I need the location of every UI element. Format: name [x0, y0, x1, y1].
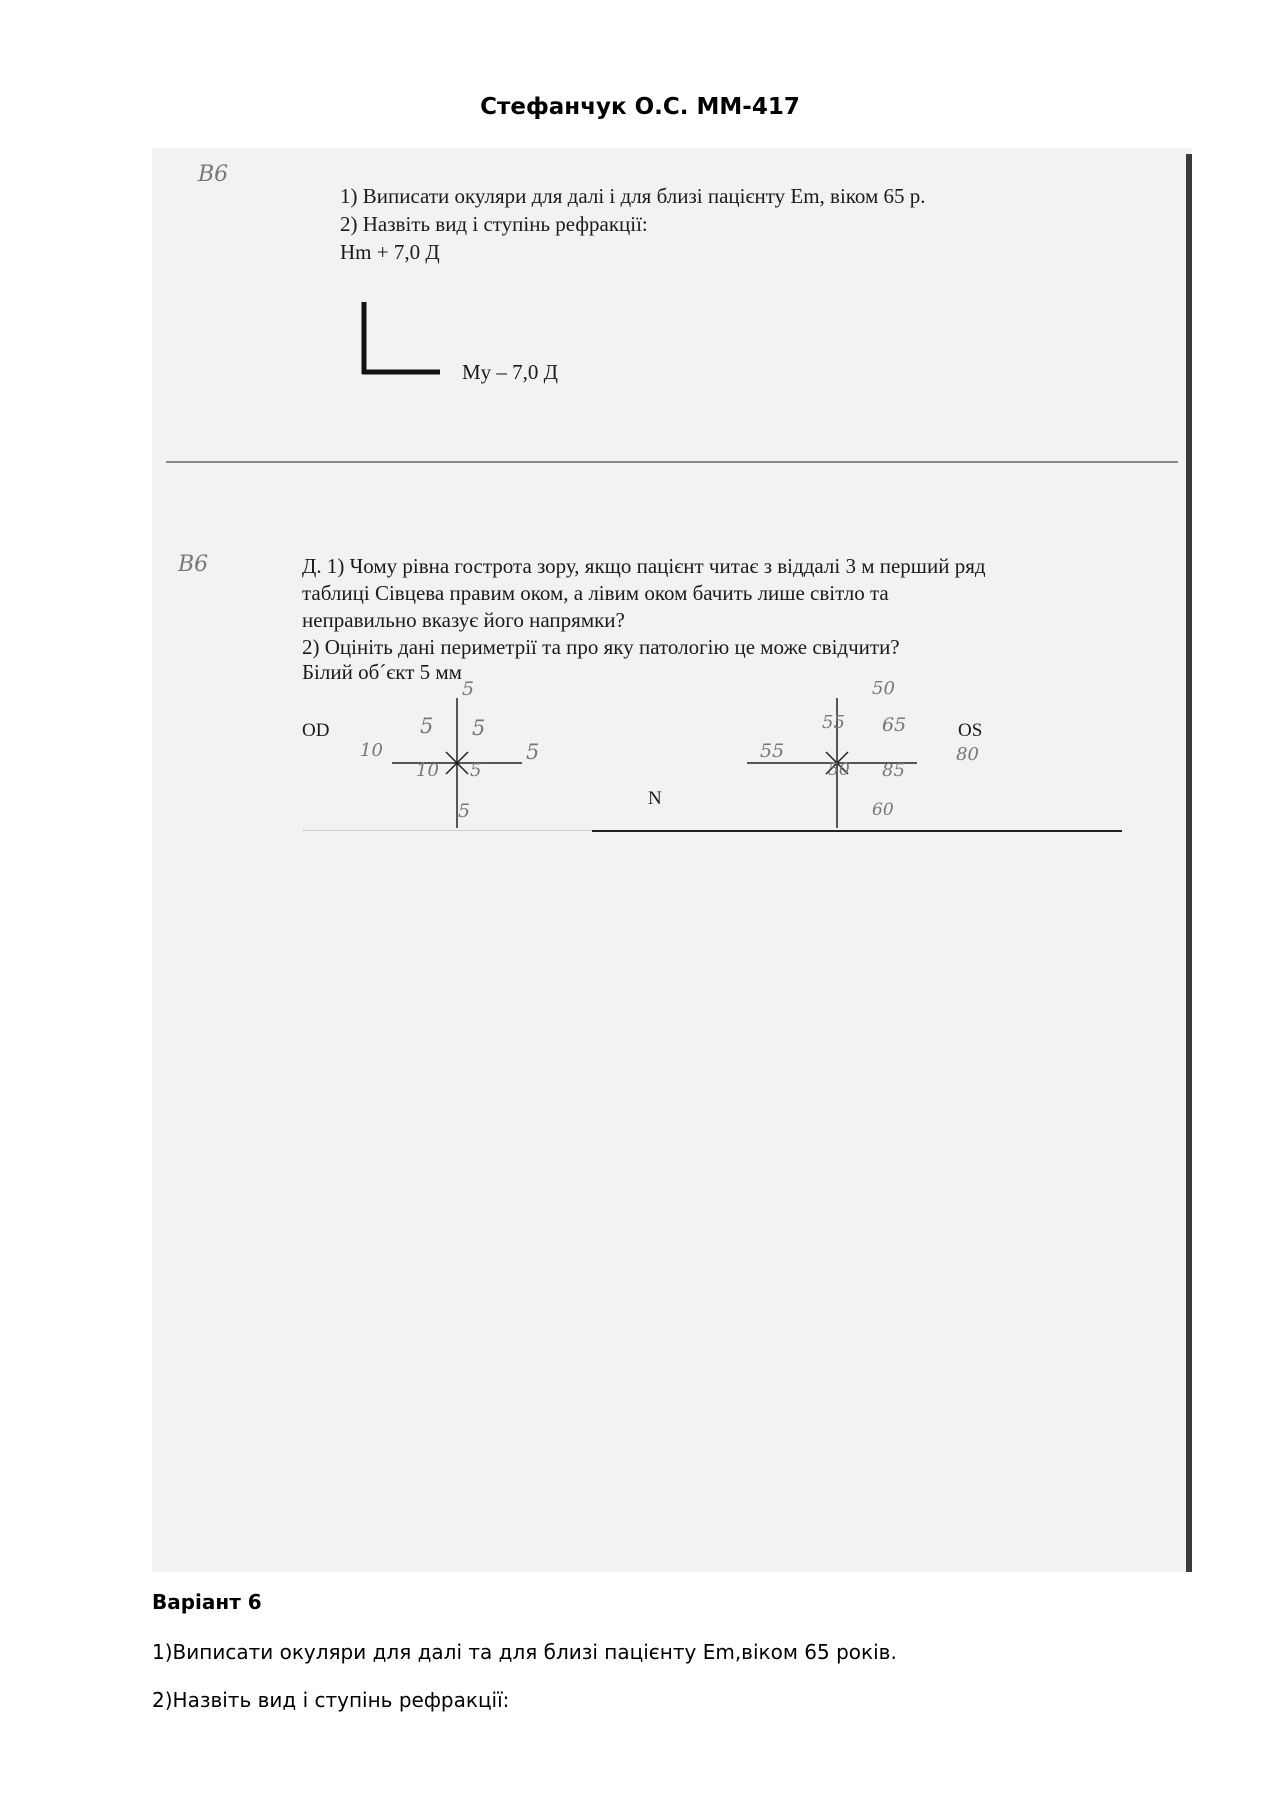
below-question-1: 1)Виписати окуляри для далі та для близі пацієнту Em,віком 65 років. [152, 1640, 897, 1664]
os-value-left: 55 [760, 740, 785, 762]
hm-label: Hm + 7,0 Д [340, 240, 440, 264]
os-value-bottom: 60 [872, 800, 894, 820]
scanned-image [152, 148, 1192, 1572]
below-question-2: 2)Назвіть вид і ступінь рефракції: [152, 1688, 510, 1712]
variant-mark-bottom: В6 [178, 552, 209, 577]
bottom-underline [592, 830, 1122, 832]
od-perimetry-cross [382, 688, 532, 838]
scan-edge [1186, 154, 1192, 1572]
task-line-2: 2) Назвіть вид і ступінь рефракції: [340, 212, 648, 236]
variant-mark-top: В6 [198, 162, 229, 187]
question-line-4: 2) Оцініть дані периметрії та про яку патологію це може свідчити? [302, 635, 900, 659]
od-value-bottom: 5 [458, 800, 471, 822]
od-label: OD [302, 720, 330, 741]
n-label: N [648, 788, 662, 809]
document-title: Стефанчук О.С. ММ-417 [480, 94, 800, 120]
os-value-right: 80 [956, 744, 979, 765]
os-label: OS [958, 720, 983, 741]
question-line-3: неправильно вказує його напрямки? [302, 608, 625, 632]
os-value-upper-right: 65 [882, 714, 907, 736]
question-line-5: Білий об´єкт 5 мм [302, 660, 462, 684]
question-line-1: Д. 1) Чому рівна гострота зору, якщо пацієнт читає з віддалі 3 м перший ряд [302, 554, 986, 578]
od-value-lower-left: 10 [416, 760, 439, 781]
my-label: My – 7,0 Д [462, 360, 558, 384]
os-value-top: 50 [872, 678, 895, 699]
os-value-lower-right: 85 [882, 760, 905, 781]
question-line-2: таблиці Сівцева правим оком, а лівим оком бачить лише світло та [302, 581, 889, 605]
separator-line [166, 461, 1178, 463]
task-line-1: 1) Виписати окуляри для далі і для близі пацієнту Em, віком 65 р. [340, 184, 926, 208]
od-value-top: 5 [462, 678, 475, 700]
od-value-upper-right: 5 [472, 716, 486, 740]
od-value-left: 10 [360, 740, 383, 761]
od-value-lower-right: 5 [470, 760, 482, 781]
os-value-upper-left: 55 [822, 712, 845, 733]
od-value-right: 5 [526, 740, 540, 764]
refraction-diagram [352, 298, 442, 378]
od-value-upper-left: 5 [420, 714, 434, 738]
os-value-lower-left: 50 [828, 760, 850, 780]
variant-heading: Варіант 6 [152, 1590, 262, 1614]
